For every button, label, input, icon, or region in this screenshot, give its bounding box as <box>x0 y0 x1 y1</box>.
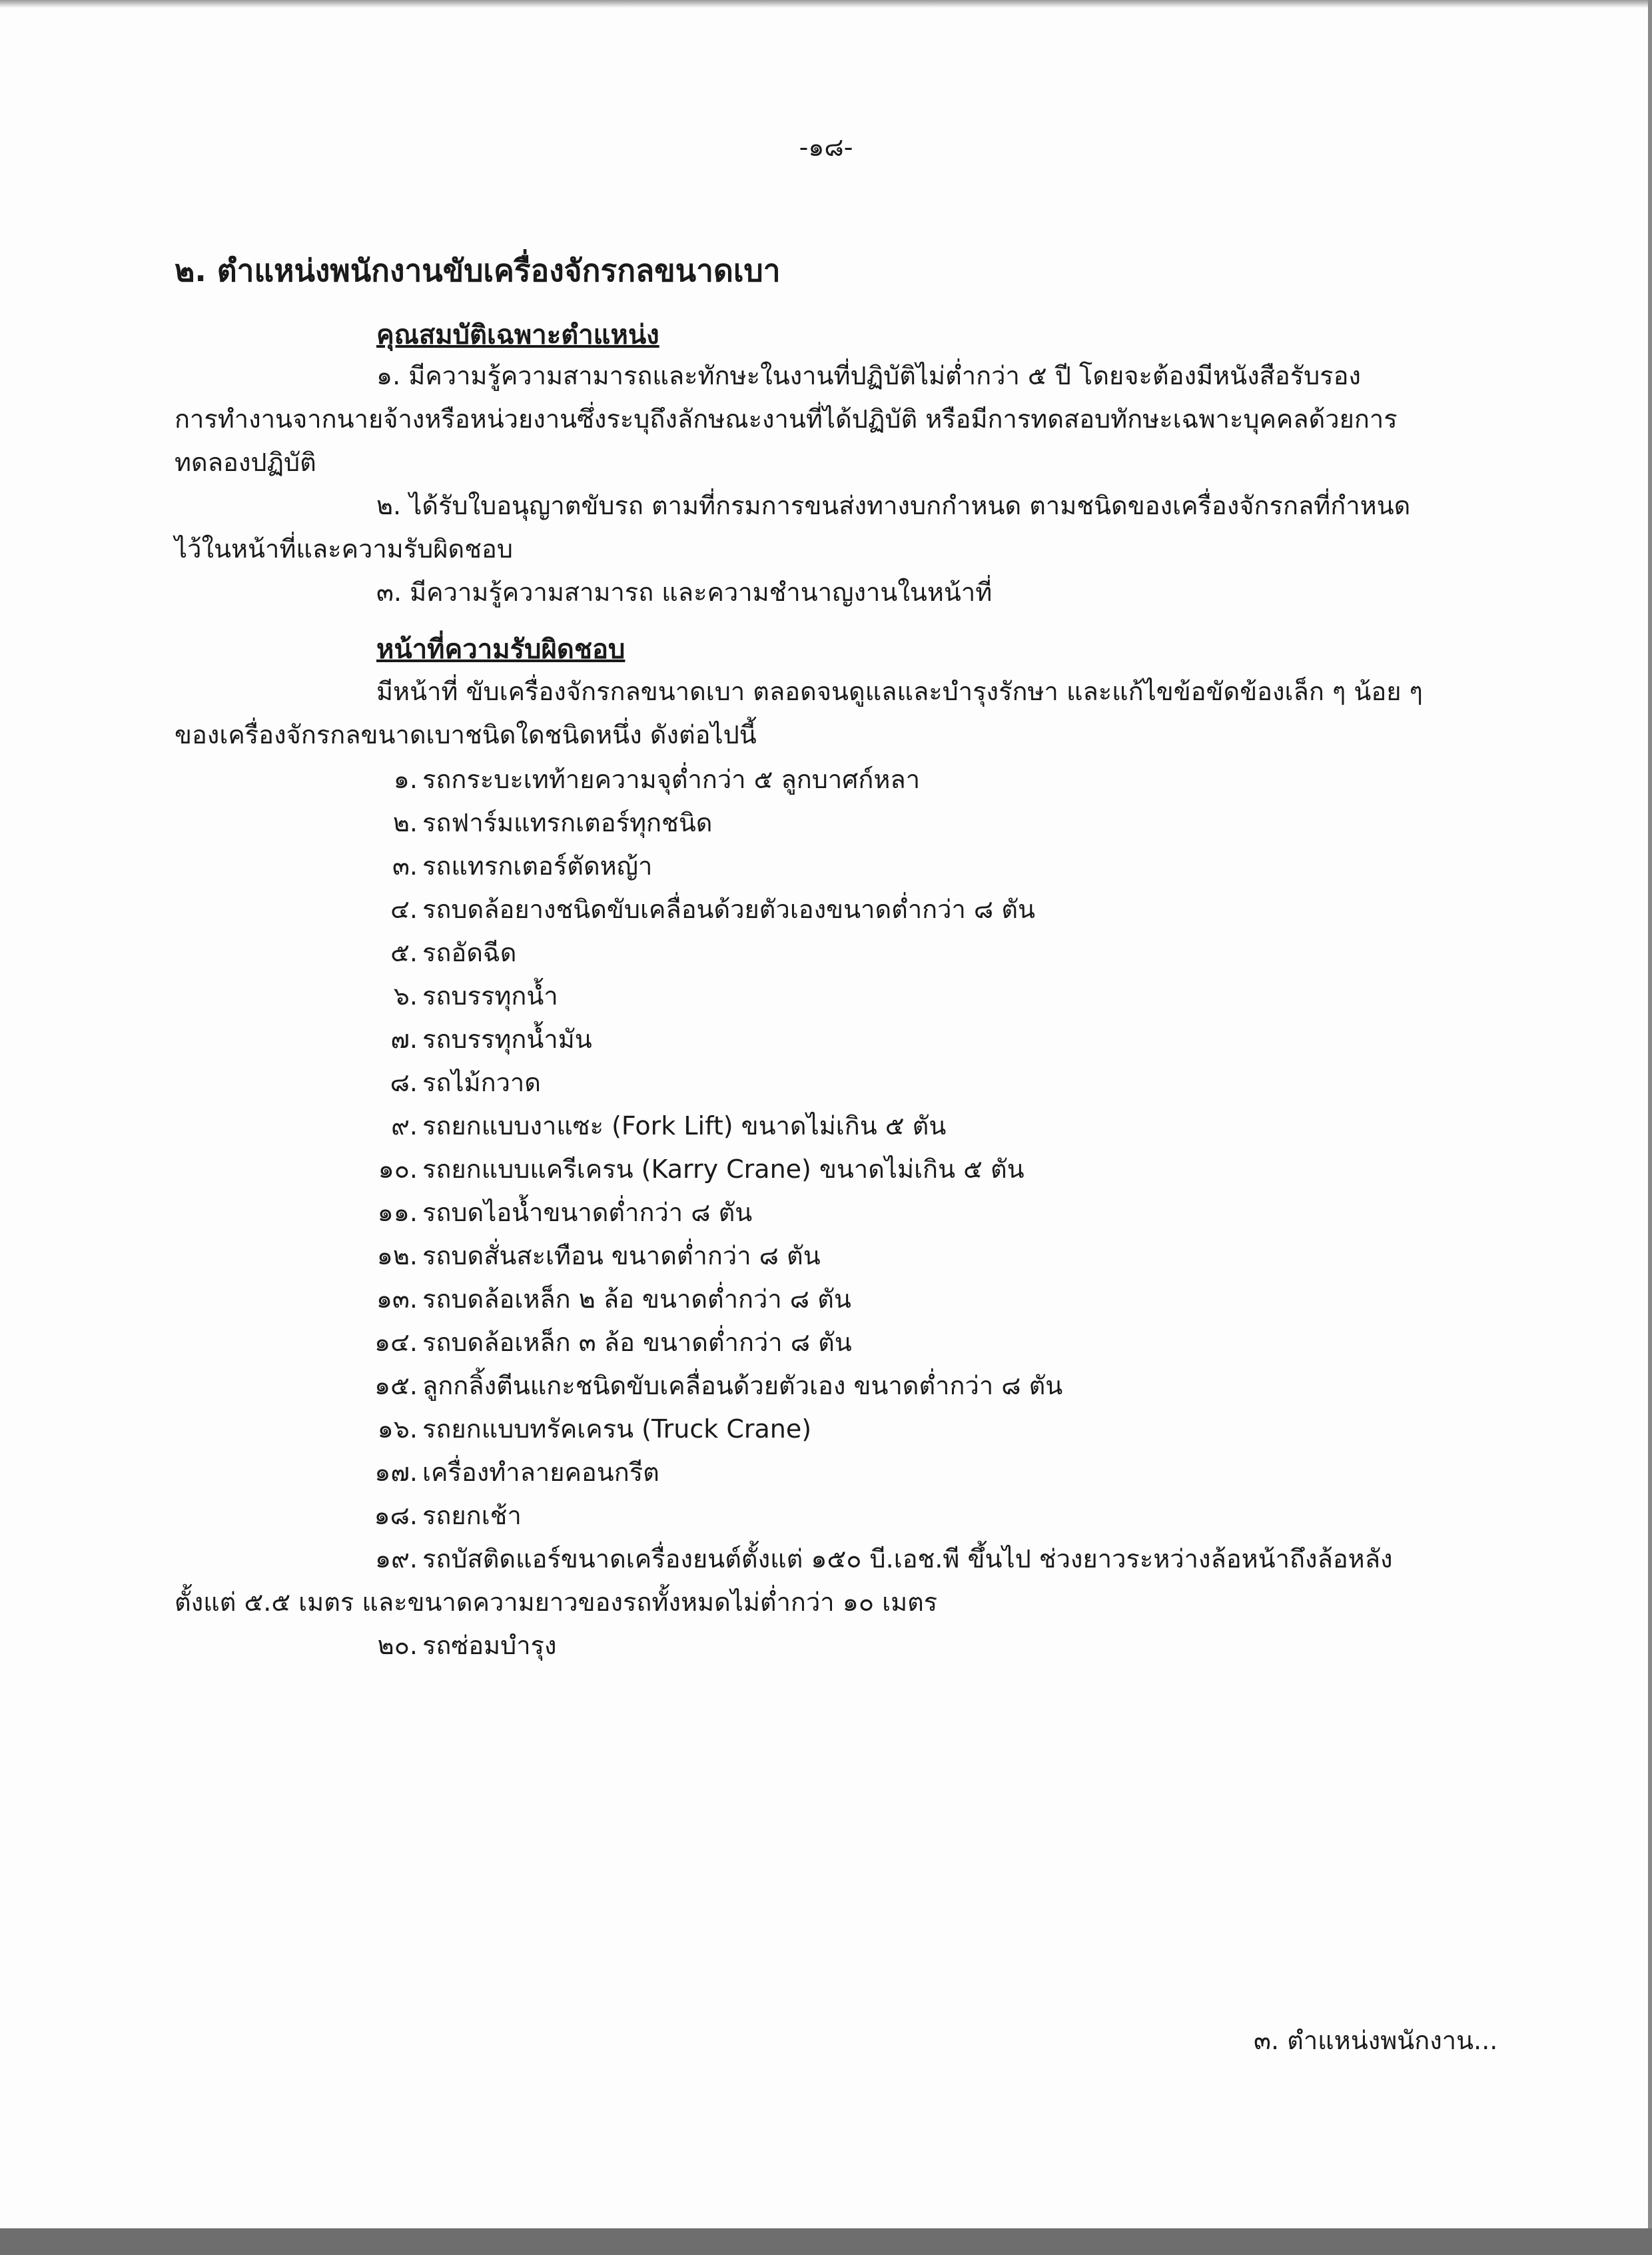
list-item <box>0 889 1652 932</box>
list-item-text: รถยกแบบทรัคเครน (Truck Crane) <box>422 1414 812 1444</box>
list-item-number: ๖. <box>393 981 418 1011</box>
list-item-text: รถบรรทุกน้ำมัน <box>422 1025 592 1054</box>
page-number: -๑๘- <box>799 133 853 162</box>
list-item-text: ตั้งแต่ ๕.๕ เมตร และขนาดความยาวของรถทั้งหมดไม่ต่ำกว่า ๑๐ เมตร <box>175 1587 938 1617</box>
qualification-2-line-2: ไว้ในหน้าที่และความรับผิดชอบ <box>175 534 513 564</box>
list-item-text: รถบดไอน้ำขนาดต่ำกว่า ๘ ตัน <box>422 1198 753 1227</box>
duty-list <box>0 759 1652 1668</box>
list-item <box>0 1625 1652 1668</box>
list-item-number: ๑๔. <box>374 1328 418 1357</box>
list-item <box>0 1322 1652 1365</box>
qualification-1-line-1: ๑. มีความรู้ความสามารถและทักษะในงานที่ปฏิบัติไม่ต่ำกว่า ๕ ปี โดยจะต้องมีหนังสือรับรอง <box>376 361 1361 390</box>
list-item-text: รถแทรกเตอร์ตัดหญ้า <box>422 851 653 881</box>
list-item <box>0 1148 1652 1192</box>
list-item <box>0 1019 1652 1062</box>
list-item-text: รถยกแบบแครีเครน (Karry Crane) ขนาดไม่เกิน ๕ ตัน <box>422 1154 1025 1184</box>
list-item-number: ๓. <box>392 851 418 881</box>
qualification-1-line-3: ทดลองปฏิบัติ <box>175 448 316 477</box>
qualification-2-line-1: ๒. ได้รับใบอนุญาตขับรถ ตามที่กรมการขนส่งทางบกกำหนด ตามชนิดของเครื่องจักรกลที่กำหนด <box>376 491 1411 520</box>
list-item <box>0 1105 1652 1148</box>
duties-intro-line-2: ของเครื่องจักรกลขนาดเบาชนิดใดชนิดหนึ่ง ดังต่อไปนี้ <box>175 720 757 749</box>
duties-title: หน้าที่ความรับผิดชอบ <box>376 634 625 665</box>
list-item-number: ๙. <box>391 1111 418 1140</box>
next-page-continuation: ๓. ตำแหน่งพนักงาน... <box>1254 2026 1498 2055</box>
duties-intro-line-1: มีหน้าที่ ขับเครื่องจักรกลขนาดเบา ตลอดจนดูแลและบำรุงรักษา และแก้ไขข้อขัดข้องเล็ก ๆ น้อย ๆ <box>376 677 1423 706</box>
list-item <box>0 845 1652 889</box>
list-item-text: ลูกกลิ้งตีนแกะชนิดขับเคลื่อนด้วยตัวเอง ขนาดต่ำกว่า ๘ ตัน <box>422 1371 1063 1400</box>
list-item-number: ๑๓. <box>376 1284 418 1314</box>
list-item-number: ๑๑. <box>377 1198 418 1227</box>
list-item-number: ๑๖. <box>377 1414 418 1444</box>
list-item <box>0 975 1652 1019</box>
list-item-number: ๕. <box>390 938 418 967</box>
list-item-text: รถบดล้อเหล็ก ๓ ล้อ ขนาดต่ำกว่า ๘ ตัน <box>422 1328 852 1357</box>
scan-edge-top <box>0 0 1652 8</box>
list-item <box>0 1235 1652 1278</box>
scan-edge-bottom <box>0 2228 1652 2255</box>
qualification-3-line-1: ๓. มีความรู้ความสามารถ และความชำนาญงานในหน้าที่ <box>376 578 993 607</box>
list-item-number: ๒๐. <box>377 1631 418 1660</box>
list-item <box>0 1408 1652 1452</box>
section-heading: ๒. ตำแหน่งพนักงานขับเครื่องจักรกลขนาดเบา <box>175 252 781 288</box>
list-item-text: รถฟาร์มแทรกเตอร์ทุกชนิด <box>422 808 713 837</box>
list-item <box>0 1365 1652 1408</box>
list-item <box>0 1581 1652 1625</box>
list-item-text: รถยกเช้า <box>422 1501 522 1530</box>
list-item-number: ๒. <box>392 808 418 837</box>
qualifications-title: คุณสมบัติเฉพาะตำแหน่ง <box>376 320 659 350</box>
list-item-text: รถบัสติดแอร์ขนาดเครื่องยนต์ตั้งแต่ ๑๕๐ บี.เอช.พี ขึ้นไป ช่วงยาวระหว่างล้อหน้าถึงล้อหลัง <box>422 1544 1393 1574</box>
list-item <box>0 1192 1652 1235</box>
list-item-text: รถอัดฉีด <box>422 938 517 967</box>
list-item <box>0 1495 1652 1538</box>
list-item-number: ๘. <box>390 1068 418 1097</box>
list-item-number: ๑๘. <box>374 1501 418 1530</box>
list-item-text: รถบดสั่นสะเทือน ขนาดต่ำกว่า ๘ ตัน <box>422 1241 821 1270</box>
list-item <box>0 1062 1652 1105</box>
list-item-text: รถบดล้อยางชนิดขับเคลื่อนด้วยตัวเองขนาดต่ำกว่า ๘ ตัน <box>422 895 1035 924</box>
list-item <box>0 802 1652 845</box>
list-item-text: รถบดล้อเหล็ก ๒ ล้อ ขนาดต่ำกว่า ๘ ตัน <box>422 1284 851 1314</box>
list-item-number: ๑๙. <box>374 1544 418 1574</box>
qualification-1-line-2: การทำงานจากนายจ้างหรือหน่วยงานซึ่งระบุถึงลักษณะงานที่ได้ปฏิบัติ หรือมีการทดสอบทักษะเฉพาะบุคคลด้วยการ <box>175 404 1398 434</box>
list-item <box>0 1278 1652 1322</box>
list-item-text: รถกระบะเทท้ายความจุต่ำกว่า ๕ ลูกบาศก์หลา <box>422 765 921 794</box>
list-item-number: ๗. <box>390 1025 418 1054</box>
list-item-number: ๑๗. <box>374 1458 418 1487</box>
list-item-text: เครื่องทำลายคอนกรีต <box>422 1458 659 1487</box>
list-item-text: รถยกแบบงาแซะ (Fork Lift) ขนาดไม่เกิน ๕ ตัน <box>422 1111 947 1140</box>
list-item-text: รถไม้กวาด <box>422 1068 541 1097</box>
list-item-number: ๑๐. <box>378 1154 418 1184</box>
list-item-number: ๑. <box>393 765 418 794</box>
list-item-text: รถซ่อมบำรุง <box>422 1631 557 1660</box>
list-item-number: ๑๕. <box>374 1371 418 1400</box>
list-item-number: ๔. <box>390 895 418 924</box>
list-item <box>0 932 1652 975</box>
list-item <box>0 1452 1652 1495</box>
list-item <box>0 759 1652 802</box>
list-item-number: ๑๒. <box>376 1241 418 1270</box>
list-item <box>0 1538 1652 1581</box>
list-item-text: รถบรรทุกน้ำ <box>422 981 558 1011</box>
